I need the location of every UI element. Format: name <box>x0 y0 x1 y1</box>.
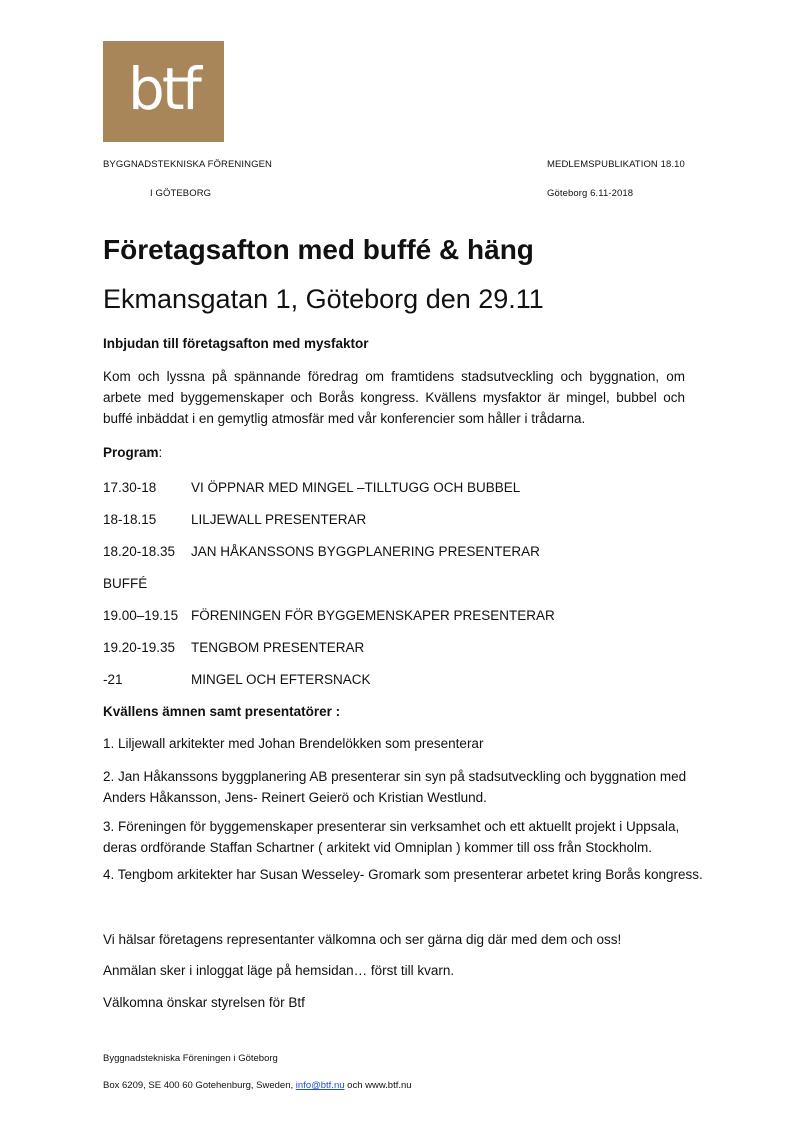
closing-line: Anmälan sker i inloggat läge på hemsidan… först till kvarn. <box>103 963 455 978</box>
program-time: -21 <box>103 672 123 687</box>
footer-address <box>103 1080 412 1091</box>
program-row <box>103 640 364 655</box>
footer-org: Byggnadstekniska Föreningen i Göteborg <box>103 1053 278 1064</box>
program-heading <box>103 445 162 460</box>
program-row <box>103 480 520 495</box>
program-row <box>103 512 366 527</box>
btf-logo <box>103 41 224 142</box>
place-date: Göteborg 6.11-2018 <box>547 188 634 199</box>
intro-paragraph: Kom och lyssna på spännande föredrag om framtidens stadsutveckling och byggnation, om arbete med byggemenskaper och Borås kongress. Kvällens mysfaktor är mingel, bubbel och buffé inbäddat i en gemytlig atmosfär med vår konferencier som håller i trådarna. <box>103 369 685 426</box>
closing-line: Vi hälsar företagens representanter välkomna och ser gärna dig där med dem och oss! <box>103 932 622 947</box>
page-subtitle: Ekmansgatan 1, Göteborg den 29.11 <box>103 284 544 314</box>
program-row <box>103 608 555 623</box>
topic-item: 3. Föreningen för byggemenskaper presenterar sin verksamhet och ett aktuellt projekt i Uppsala, deras ordförande Staffan Schartner ( arkitekt vid Omniplan ) kommer till oss från Stockholm. <box>103 819 680 855</box>
program-time: 19.00–19.15 <box>103 608 179 623</box>
org-name-line2: I GÖTEBORG <box>150 188 212 199</box>
program-text: MINGEL OCH EFTERSNACK <box>191 672 371 687</box>
program-row <box>103 672 371 687</box>
topic-item: 4. Tengbom arkitekter har Susan Wesseley- Gromark som presenterar arbetet kring Borås kongress. <box>103 867 703 882</box>
program-time: BUFFÉ <box>103 576 148 591</box>
program-heading-label: Program <box>103 445 159 460</box>
email-link[interactable]: info@btf.nu <box>295 1080 345 1091</box>
program-text: LILJEWALL PRESENTERAR <box>191 512 367 527</box>
program-text: JAN HÅKANSSONS BYGGPLANERING PRESENTERAR <box>191 544 540 559</box>
topic-item: 1. Liljewall arkitekter med Johan Brendelökken som presenterar <box>103 736 484 751</box>
program-text: TENGBOM PRESENTERAR <box>191 640 365 655</box>
topics-heading: Kvällens ämnen samt presentatörer : <box>103 704 341 719</box>
footer-address-prefix: Box 6209, SE 400 60 Gotehenburg, Sweden, <box>103 1080 296 1091</box>
logo-text: btf <box>128 54 199 123</box>
footer-address-suffix: och www.btf.nu <box>344 1080 412 1091</box>
program-row <box>103 544 540 559</box>
program-time: 19.20-19.35 <box>103 640 176 655</box>
program-time: 18.20-18.35 <box>103 544 176 559</box>
program-text: VI ÖPPNAR MED MINGEL –TILLTUGG OCH BUBBEL <box>191 480 521 495</box>
closing-signature: Välkomna önskar styrelsen för Btf <box>103 995 305 1010</box>
program-text: FÖRENINGEN FÖR BYGGEMENSKAPER PRESENTERAR <box>191 608 555 623</box>
publication-number: MEDLEMSPUBLIKATION 18.10 <box>547 159 685 170</box>
org-name-line1: BYGGNADSTEKNISKA FÖRENINGEN <box>103 159 272 170</box>
program-time: 17.30-18 <box>103 480 157 495</box>
program-row <box>103 576 191 591</box>
invitation-heading: Inbjudan till företagsafton med mysfaktor <box>103 336 369 351</box>
topic-item: 2. Jan Håkanssons byggplanering AB presenterar sin syn på stadsutveckling och byggnation med Anders Håkansson, Jens- Reinert Geierö och Kristian Westlund. <box>103 769 687 805</box>
program-heading-suffix: : <box>158 445 163 460</box>
program-time: 18-18.15 <box>103 512 157 527</box>
page-title: Företagsafton med buffé & häng <box>103 234 534 265</box>
